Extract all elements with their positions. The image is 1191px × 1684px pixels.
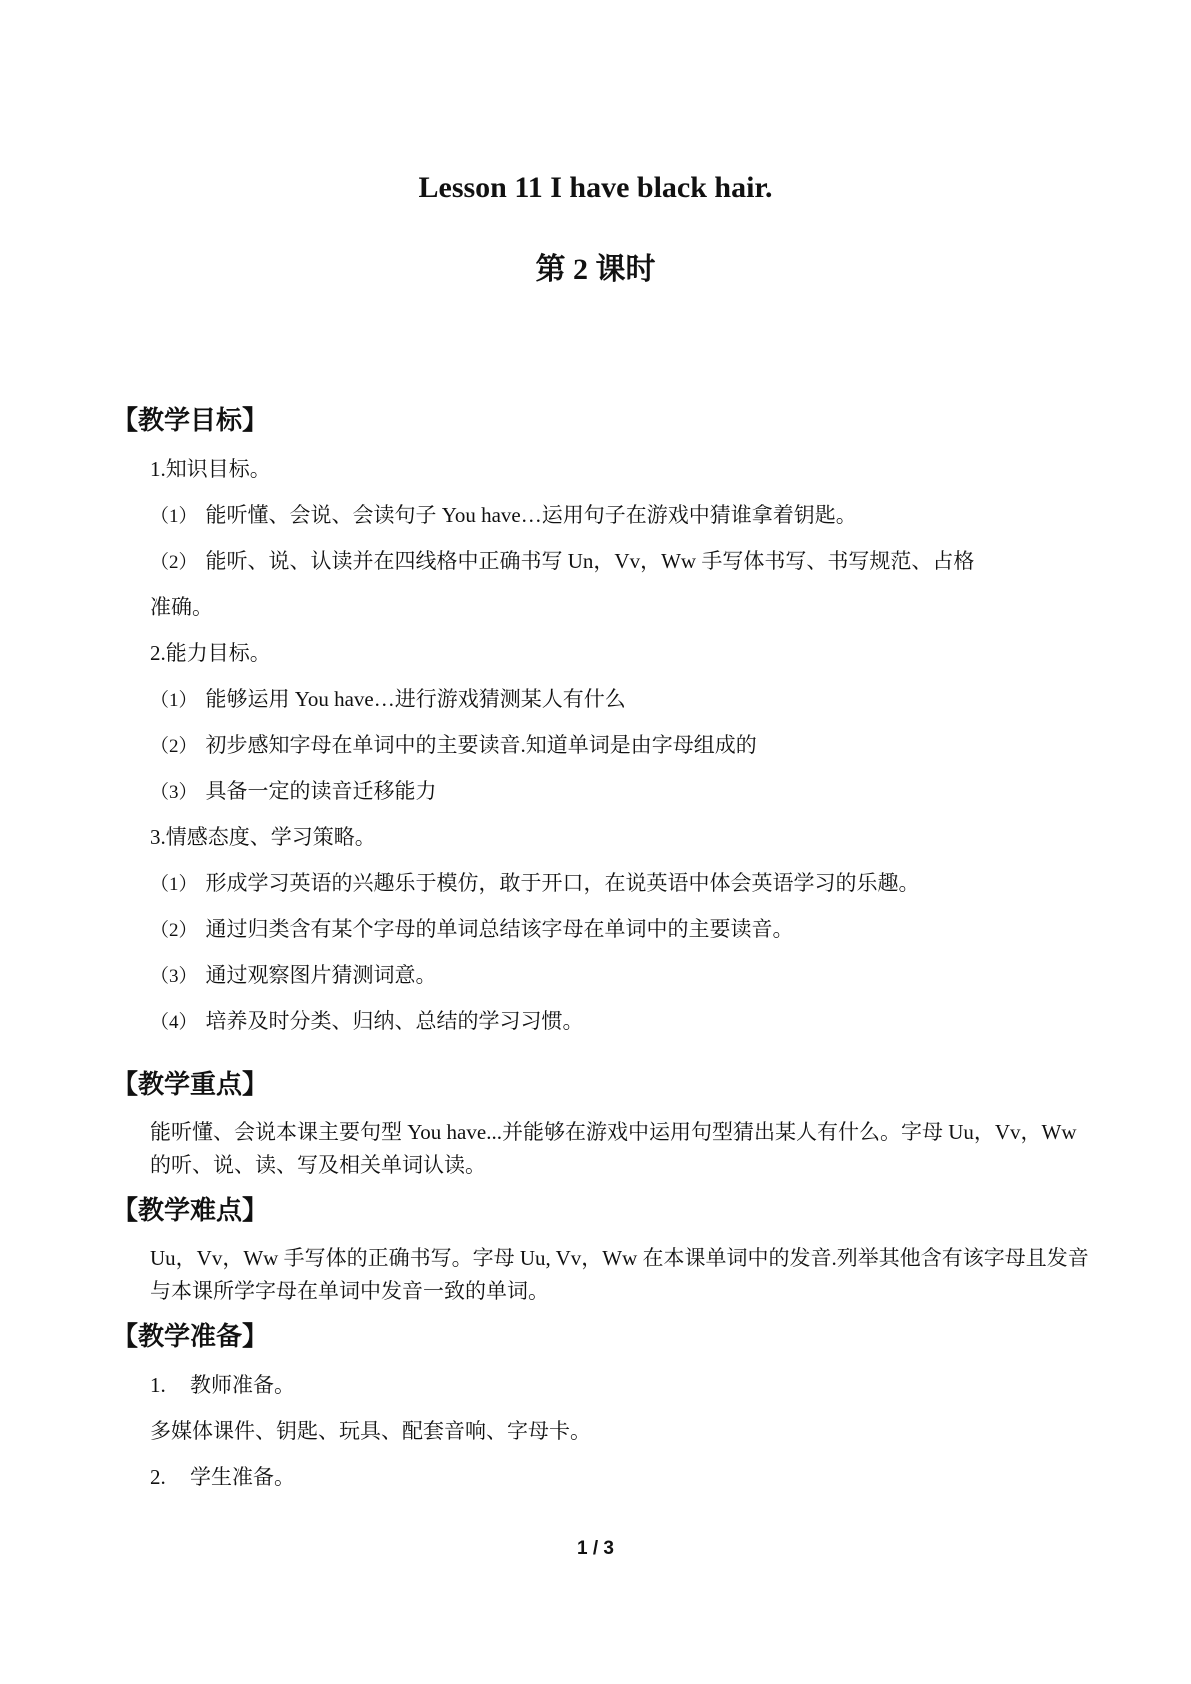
preparation-teacher	[150, 1370, 295, 1400]
item-number: （3）	[150, 782, 198, 803]
item-number: （2）	[150, 736, 198, 757]
objective-ability: 2.能力目标。	[150, 641, 271, 665]
item-number: 1.	[150, 1373, 166, 1397]
document-subtitle: 第 2 课时	[535, 253, 656, 286]
item-number: （1）	[150, 874, 198, 895]
preparation-teacher-items: 多媒体课件、钥匙、玩具、配套音响、字母卡。	[150, 1419, 591, 1443]
preparation-student	[150, 1462, 295, 1492]
document-title: Lesson 11 I have black hair.	[418, 171, 773, 204]
item-number: （1）	[150, 506, 198, 527]
item-text: 能够运用 You have…进行游戏猜测某人有什么	[205, 687, 626, 711]
heading-key-points: 【教学重点】	[112, 1070, 269, 1100]
page-number: 1 / 3	[577, 1538, 614, 1559]
objective-e1	[150, 868, 920, 900]
item-text: 能听、说、认读并在四线格中正确书写 Un，Vv，Ww 手写体书写、书写规范、占格	[205, 549, 975, 573]
item-text: 初步感知字母在单词中的主要读音.知道单词是由字母组成的	[205, 733, 757, 757]
item-number: （2）	[150, 920, 198, 941]
objective-e3	[150, 960, 437, 992]
heading-objectives: 【教学目标】	[112, 406, 269, 436]
item-text: 通过观察图片猜测词意。	[205, 963, 437, 987]
item-text: 培养及时分类、归纳、总结的学习习惯。	[205, 1009, 584, 1033]
heading-difficulties: 【教学难点】	[112, 1196, 269, 1226]
item-number: （3）	[150, 966, 198, 987]
item-text: 教师准备。	[190, 1373, 295, 1397]
item-number: （2）	[150, 552, 198, 573]
item-number: （4）	[150, 1012, 198, 1033]
item-number: （1）	[150, 690, 198, 711]
objective-e2	[150, 914, 794, 946]
item-text: 能听懂、会说、会读句子 You have…运用句子在游戏中猜谁拿着钥匙。	[205, 503, 857, 527]
objective-a1	[150, 684, 626, 716]
objective-k1	[150, 500, 857, 532]
objective-a3	[150, 776, 437, 808]
heading-preparation: 【教学准备】	[112, 1322, 269, 1352]
item-text: 学生准备。	[190, 1465, 295, 1489]
objective-k2	[150, 546, 974, 578]
objective-attitude: 3.情感态度、学习策略。	[150, 825, 376, 849]
item-text: 通过归类含有某个字母的单词总结该字母在单词中的主要读音。	[205, 917, 794, 941]
item-text: 具备一定的读音迁移能力	[205, 779, 437, 803]
objective-a2	[150, 730, 757, 762]
objective-knowledge: 1.知识目标。	[150, 457, 271, 481]
item-text: 形成学习英语的兴趣乐于模仿，敢于开口，在说英语中体会英语学习的乐趣。	[205, 871, 920, 895]
key-points-text: 能听懂、会说本课主要句型 You have...并能够在游戏中运用句型猜出某人有什么。字母 Uu，Vv，Ww 的听、说、读、写及相关单词认读。	[150, 1120, 1077, 1177]
objective-e4	[150, 1006, 584, 1038]
item-number: 2.	[150, 1465, 166, 1489]
difficulties-text: Uu，Vv，Ww 手写体的正确书写。字母 Uu, Vv，Ww 在本课单词中的发音.列举其他含有该字母且发音与本课所学字母在单词中发音一致的单词。	[150, 1246, 1089, 1303]
objective-k2-continued: 准确。	[150, 595, 213, 619]
